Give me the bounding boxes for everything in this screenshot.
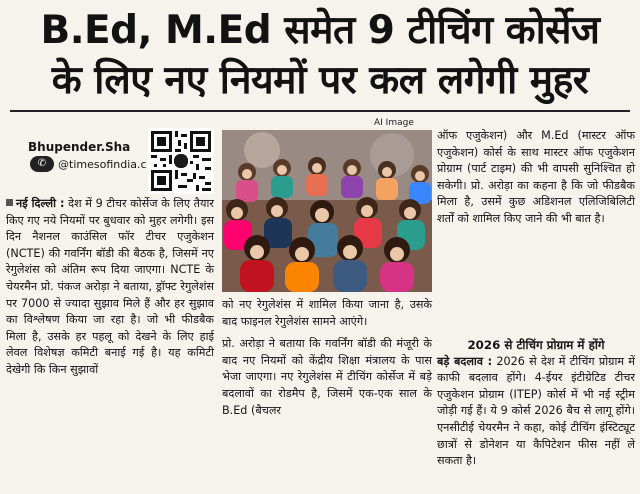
author-handle: @timesofindia.c bbox=[58, 158, 147, 171]
qr-code bbox=[148, 128, 214, 194]
headline-rule bbox=[10, 110, 630, 112]
dateline: नई दिल्ली : bbox=[16, 197, 65, 210]
subheading-lead: बड़े बदलाव : bbox=[437, 354, 493, 368]
column-2-paragraph-1: को नए रेगुलेशंस में शामिल किया जाना है, उसके बाद फाइनल रेगुलेशंस सामने आएंगे। bbox=[222, 298, 432, 328]
ai-image-label: AI Image bbox=[374, 118, 414, 128]
headline-line-2: के लिए नए नियमों पर कल लगेगी मुहर bbox=[51, 58, 589, 103]
article-column-1 bbox=[6, 196, 214, 379]
column-2-paragraph-2: प्रो. अरोड़ा ने बताया कि गवर्निंग बॉडी की मंजूरी के बाद नए नियमों को केंद्रीय शिक्षा मंत्रालय के पास भेजा जाएगा। नए रेगुलेशंस में टीचिंग कोर्सेज में बड़े बदलावों का रोडमैप है, जिसमें एक-एक साल के B.Ed (बैचलर bbox=[222, 337, 432, 417]
headline-line-1: B.Ed, M.Ed समेत 9 टीचिंग कोर्सेज bbox=[40, 8, 600, 53]
dateline-square-icon bbox=[6, 199, 13, 206]
column-3-paragraph-2: 2026 से देश में टीचिंग प्रोग्राम में काफी बदलाव होंगे। 4-ईयर इंटीग्रेटिड टीचर एजुकेशन प्रोग्राम (ITEP) कोर्स में भी नई स्ट्रीम जोड़ी गई हैं। ये 9 कोर्स 2026 बैच से लागू होंगे। एनसीटीई चेयरमैन ने कहा, कोई टीचिंग इंस्टिट्यूट छात्रों से डोनेशन या कैपिटेशन फीस नहीं ले सकता है। bbox=[437, 354, 635, 468]
author-byline: Bhupender.Sha bbox=[28, 140, 131, 154]
column-3-paragraph-1: ऑफ एजुकेशन) और M.Ed (मास्टर ऑफ एजुकेशन) कोर्स के साथ मास्टर ऑफ एजुकेशन प्रोग्राम (पार्ट टाइम) की भी वापसी सुनिश्चित हो सकेगी। प्रो. अरोड़ा का कहना है कि जो फीडबैक मिला है, उसमें कुछ अडिशनल एलिजिबिलिटी शर्तों को शामिल किए जाने की भी बात है। bbox=[437, 129, 635, 225]
article-column-2 bbox=[222, 297, 432, 419]
students-photo bbox=[222, 130, 432, 292]
subheading: 2026 से टीचिंग प्रोग्राम में होंगे bbox=[467, 338, 605, 352]
article-column-3-bottom bbox=[437, 337, 635, 470]
article-column-3-top bbox=[437, 128, 635, 228]
column-1-text: देश में 9 टीचर कोर्सेज के लिए तैयार किए गए नये नियमों पर बुधवार को मुहर लगेगी। इस दिन नैशनल काउंसिल फॉर टीचर एजुकेशन (NCTE) की गवर्निंग बॉडी की बैठक है, जिसमें नए रेगुलेशंस को अंतिम रूप दिया जाएगा। NCTE के चेयरमैन प्रो. पंकज अरोड़ा ने बताया, ड्रॉफ्ट रेगुलेशंस पर 7000 से ज्यादा सुझाव मिले हैं और हर सुझाव का विश्लेषण किया जा रहा है। जो भी फीडबैक मिला है, उसके हर पहलू को देखने के लिए हाई लेवल विशेषज्ञ कमिटी बनाई गई है। यह कमिटी देखेगी कि किन सुझावों bbox=[6, 197, 214, 376]
twitter-icon: ✆ bbox=[30, 156, 54, 172]
